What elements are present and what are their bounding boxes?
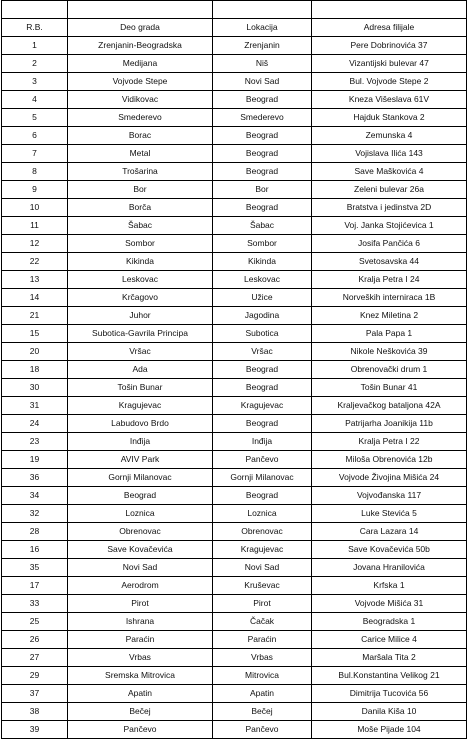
table-row [2,379,467,397]
cell-adresa: Krfska 1 [312,577,467,595]
table-row [2,73,467,91]
table-row [2,181,467,199]
cell-lokacija: Beograd [213,127,312,145]
table-row [2,487,467,505]
cell-rb: 8 [2,163,68,181]
cell-adresa: Luke Stevića 5 [312,505,467,523]
cell-deo-grada: Borac [68,127,213,145]
table-row [2,703,467,721]
cell-adresa: Svetosavska 44 [312,253,467,271]
cell-deo-grada: AVIV Park [68,451,213,469]
cell-deo-grada: Bečej [68,703,213,721]
table-row [2,595,467,613]
cell-adresa: Zemunska 4 [312,127,467,145]
cell-deo-grada: Loznica [68,505,213,523]
cell-rb: 4 [2,91,68,109]
cell-lokacija: Mitrovica [213,667,312,685]
cell-deo-grada: Pančevo [68,721,213,739]
table-row [2,505,467,523]
cell-lokacija: Kikinda [213,253,312,271]
cell-lokacija: Leskovac [213,271,312,289]
cell-adresa: Vojislava Ilića 143 [312,145,467,163]
cell-adresa: Knez Miletina 2 [312,307,467,325]
cell-lokacija: Apatin [213,685,312,703]
table-row [2,271,467,289]
cell-rb: 35 [2,559,68,577]
cell-adresa: Moše Pijade 104 [312,721,467,739]
cell-lokacija: Šabac [213,217,312,235]
cell-lokacija: Smederevo [213,109,312,127]
cell-deo-grada: Inđija [68,433,213,451]
cell-adresa: Tošin Bunar 41 [312,379,467,397]
table-row [2,37,467,55]
table-row [2,325,467,343]
cell-lokacija: Vrbas [213,649,312,667]
table-row [2,721,467,739]
cell-adresa: Nikole Neškovića 39 [312,343,467,361]
cell-deo-grada: Subotica-Gavrila Principa [68,325,213,343]
cell-deo-grada: Sremska Mitrovica [68,667,213,685]
cell-adresa: Kralja Petra I 24 [312,271,467,289]
cell-lokacija: Pančevo [213,721,312,739]
table-row [2,685,467,703]
cell-deo-grada: Ishrana [68,613,213,631]
cell-deo-grada: Krčagovo [68,289,213,307]
cell-lokacija: Novi Sad [213,559,312,577]
cell-rb: 22 [2,253,68,271]
cell-rb: 18 [2,361,68,379]
cell-adresa: Hajduk Stankova 2 [312,109,467,127]
cell-rb: 25 [2,613,68,631]
cell-deo-grada: Bor [68,181,213,199]
cell-deo-grada: Vrbas [68,649,213,667]
table-row [2,577,467,595]
cell-lokacija: Beograd [213,361,312,379]
cell-adresa: Vojvođanska 117 [312,487,467,505]
cell-rb: 5 [2,109,68,127]
cell-deo-grada: Sombor [68,235,213,253]
cell-adresa: Kralja Petra I 22 [312,433,467,451]
cell-deo-grada: Šabac [68,217,213,235]
cell-rb: 23 [2,433,68,451]
table-row [2,127,467,145]
cell-lokacija: Beograd [213,163,312,181]
cell-rb: 33 [2,595,68,613]
table-row [2,307,467,325]
cell-deo-grada: Metal [68,145,213,163]
table-row [2,649,467,667]
cell-deo-grada: Obrenovac [68,523,213,541]
cell-deo-grada: Vidikovac [68,91,213,109]
cell-rb: 10 [2,199,68,217]
cell-adresa: Bratstva i jedinstva 2D [312,199,467,217]
table-row [2,451,467,469]
cell-adresa: Jovana Hranilovića [312,559,467,577]
cell-deo-grada: Trošarina [68,163,213,181]
cell-adresa: Cara Lazara 14 [312,523,467,541]
cell-lokacija: Beograd [213,415,312,433]
cell-lokacija: Bor [213,181,312,199]
cell-rb: 36 [2,469,68,487]
cell-deo-grada: Gornji Milanovac [68,469,213,487]
blank-row [2,1,467,19]
cell-lokacija: Beograd [213,379,312,397]
cell-adresa: Josifa Pančića 6 [312,235,467,253]
cell-rb: 21 [2,307,68,325]
cell-deo-grada: Juhor [68,307,213,325]
cell-deo-grada: Novi Sad [68,559,213,577]
cell-lokacija: Sombor [213,235,312,253]
cell-adresa: Obrenovački drum 1 [312,361,467,379]
cell-adresa: Beogradska 1 [312,613,467,631]
cell-lokacija: Bečej [213,703,312,721]
cell-adresa: Maršala Tita 2 [312,649,467,667]
cell-lokacija: Pančevo [213,451,312,469]
cell-deo-grada: Paraćin [68,631,213,649]
cell-rb: 1 [2,37,68,55]
cell-lokacija: Pirot [213,595,312,613]
cell-deo-grada: Leskovac [68,271,213,289]
cell-rb: 34 [2,487,68,505]
cell-lokacija: Paraćin [213,631,312,649]
cell-rb: 19 [2,451,68,469]
cell-rb: 15 [2,325,68,343]
cell-lokacija: Kragujevac [213,397,312,415]
blank-cell [2,1,68,19]
cell-rb: 26 [2,631,68,649]
cell-rb: 12 [2,235,68,253]
cell-lokacija: Obrenovac [213,523,312,541]
cell-rb: 29 [2,667,68,685]
cell-adresa: Norveških interniraca 1B [312,289,467,307]
blank-cell [68,1,213,19]
cell-adresa: Dimitrija Tucovića 56 [312,685,467,703]
cell-rb: 20 [2,343,68,361]
cell-adresa: Save Maškovića 4 [312,163,467,181]
cell-lokacija: Vršac [213,343,312,361]
cell-adresa: Danila Kiša 10 [312,703,467,721]
cell-lokacija: Beograd [213,91,312,109]
cell-rb: 16 [2,541,68,559]
header-adresa: Adresa filijale [312,19,467,37]
table-row [2,343,467,361]
cell-deo-grada: Kikinda [68,253,213,271]
cell-adresa: Voj. Janka Stojićevica 1 [312,217,467,235]
blank-cell [312,1,467,19]
cell-adresa: Miloša Obrenovića 12b [312,451,467,469]
table-row [2,217,467,235]
table-row [2,613,467,631]
header-deo-grada: Deo grada [68,19,213,37]
cell-rb: 13 [2,271,68,289]
cell-adresa: Vizantijski bulevar 47 [312,55,467,73]
table-row [2,163,467,181]
cell-deo-grada: Beograd [68,487,213,505]
cell-deo-grada: Borča [68,199,213,217]
cell-deo-grada: Medijana [68,55,213,73]
cell-deo-grada: Kragujevac [68,397,213,415]
branch-table-body [2,1,467,739]
cell-rb: 32 [2,505,68,523]
table-row [2,415,467,433]
cell-lokacija: Novi Sad [213,73,312,91]
cell-rb: 6 [2,127,68,145]
header-lokacija: Lokacija [213,19,312,37]
cell-adresa: Kraljevačkog bataljona 42A [312,397,467,415]
cell-rb: 24 [2,415,68,433]
cell-adresa: Bul. Vojvode Stepe 2 [312,73,467,91]
table-row [2,55,467,73]
cell-lokacija: Kragujevac [213,541,312,559]
cell-adresa: Kneza Višeslava 61V [312,91,467,109]
cell-adresa: Bul.Konstantina Velikog 21 [312,667,467,685]
cell-deo-grada: Vojvode Stepe [68,73,213,91]
cell-lokacija: Kruševac [213,577,312,595]
table-row [2,145,467,163]
cell-lokacija: Zrenjanin [213,37,312,55]
cell-rb: 28 [2,523,68,541]
header-rb: R.B. [2,19,68,37]
table-row [2,91,467,109]
cell-rb: 3 [2,73,68,91]
cell-lokacija: Niš [213,55,312,73]
branch-table [1,0,467,739]
cell-adresa: Pere Dobrinovića 37 [312,37,467,55]
cell-adresa: Vojvode Mišića 31 [312,595,467,613]
cell-adresa: Pala Papa 1 [312,325,467,343]
cell-lokacija: Užice [213,289,312,307]
table-row [2,361,467,379]
cell-deo-grada: Apatin [68,685,213,703]
table-row [2,541,467,559]
cell-lokacija: Gornji Milanovac [213,469,312,487]
cell-rb: 9 [2,181,68,199]
cell-deo-grada: Vršac [68,343,213,361]
cell-lokacija: Subotica [213,325,312,343]
cell-rb: 37 [2,685,68,703]
table-row [2,559,467,577]
cell-adresa: Save Kovačevića 50b [312,541,467,559]
cell-adresa: Vojvode Živojina Mišića 24 [312,469,467,487]
table-row [2,433,467,451]
cell-lokacija: Beograd [213,145,312,163]
cell-rb: 17 [2,577,68,595]
cell-rb: 38 [2,703,68,721]
table-header-row [2,19,467,37]
cell-rb: 39 [2,721,68,739]
cell-deo-grada: Zrenjanin-Beogradska [68,37,213,55]
table-row [2,235,467,253]
cell-lokacija: Beograd [213,487,312,505]
table-row [2,631,467,649]
table-row [2,289,467,307]
cell-deo-grada: Tošin Bunar [68,379,213,397]
cell-rb: 11 [2,217,68,235]
cell-deo-grada: Ada [68,361,213,379]
cell-adresa: Patrijarha Joanikija 11b [312,415,467,433]
cell-lokacija: Inđija [213,433,312,451]
cell-lokacija: Čačak [213,613,312,631]
cell-rb: 31 [2,397,68,415]
table-row [2,469,467,487]
table-row [2,253,467,271]
cell-rb: 27 [2,649,68,667]
cell-lokacija: Jagodina [213,307,312,325]
cell-lokacija: Loznica [213,505,312,523]
cell-deo-grada: Aerodrom [68,577,213,595]
cell-rb: 30 [2,379,68,397]
table-row [2,109,467,127]
cell-deo-grada: Smederevo [68,109,213,127]
cell-adresa: Carice Milice 4 [312,631,467,649]
cell-adresa: Zeleni bulevar 26a [312,181,467,199]
blank-cell [213,1,312,19]
cell-deo-grada: Pirot [68,595,213,613]
cell-deo-grada: Labudovo Brdo [68,415,213,433]
cell-rb: 2 [2,55,68,73]
cell-lokacija: Beograd [213,199,312,217]
table-row [2,199,467,217]
table-row [2,667,467,685]
table-row [2,397,467,415]
table-row [2,523,467,541]
cell-rb: 14 [2,289,68,307]
cell-deo-grada: Save Kovačevića [68,541,213,559]
cell-rb: 7 [2,145,68,163]
